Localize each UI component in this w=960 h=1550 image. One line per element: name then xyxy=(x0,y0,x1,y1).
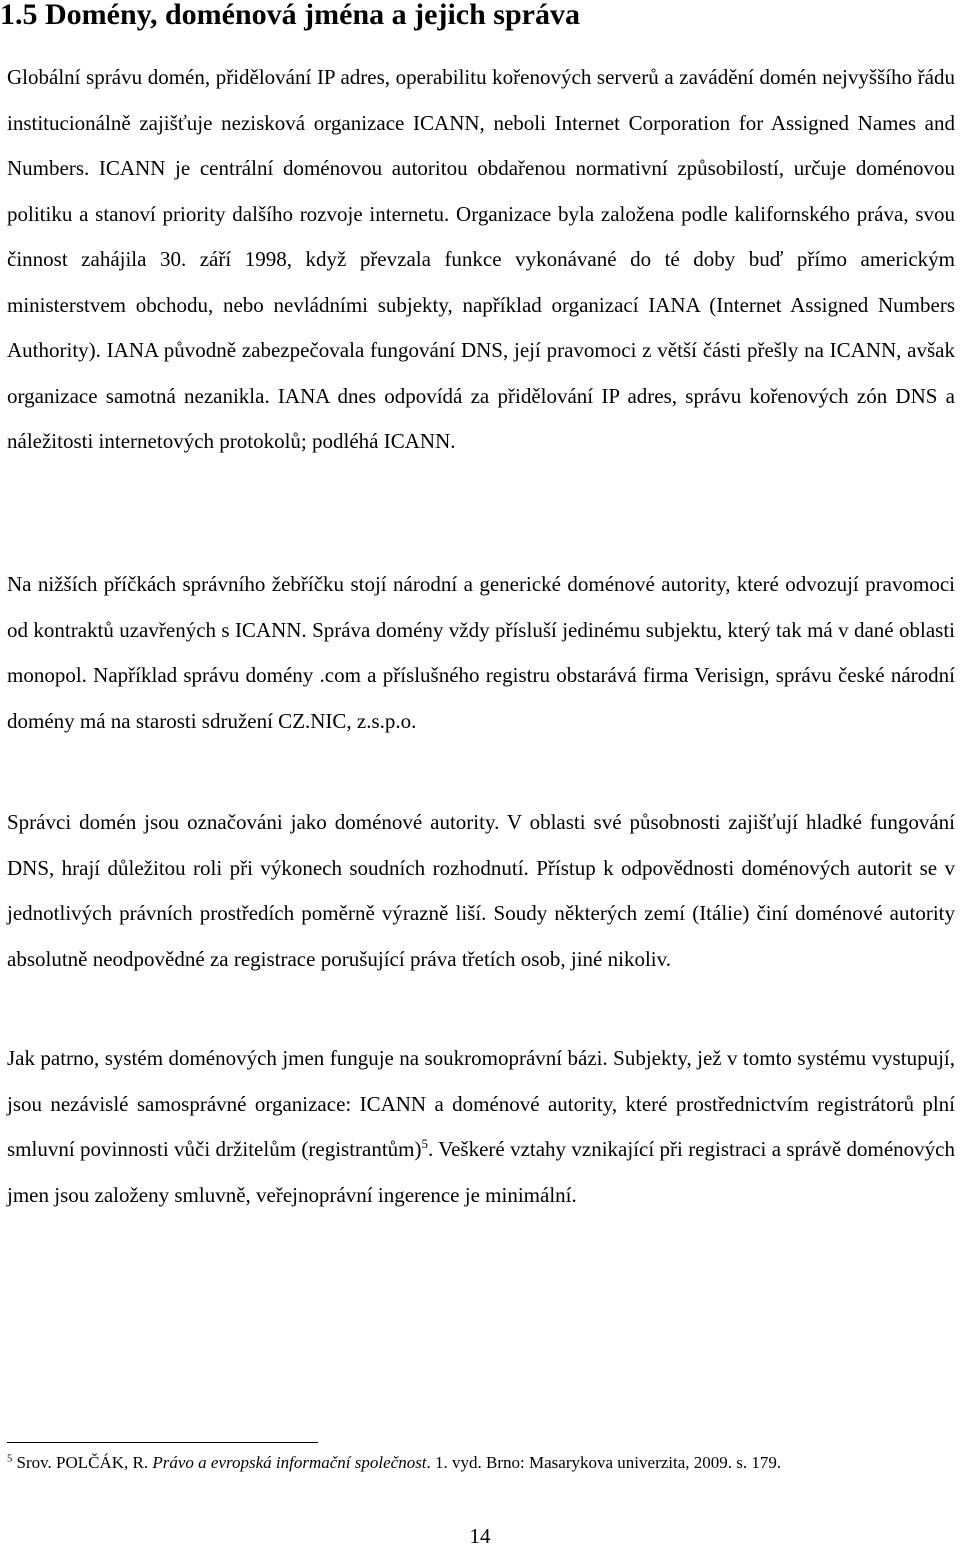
section-heading: 1.5 Domény, doménová jména a jejich správa xyxy=(0,0,580,31)
paragraph-domain-administrators: Správci domén jsou označováni jako doménové autority. V oblasti své působnosti zajišťují hladké fungování DNS, hrají důležitou roli při výkonech soudních rozhodnutí. Přístup k odpovědnosti doménových autorit se v jednotlivých právních prostředích poměrně výrazně liší. Soudy některých zemí (Itálie) činí doménové autority absolutně neodpovědné za registrace porušující práva třetích osob, jiné nikoliv. xyxy=(7,810,955,971)
footnote-text: . 1. vyd. Brno: Masarykova univerzita, 2009. s. 179. xyxy=(426,1453,782,1472)
paragraph-domain-authorities: Na nižších příčkách správního žebříčku stojí národní a generické doménové autority, které odvozují pravomoci od kontraktů uzavřených s ICANN. Správa domény vždy přísluší jedinému subjektu, který tak má v dané oblasti monopol. Například správu domény .com a příslušného registru obstarává firma Verisign, správu české národní domény má na starosti sdružení CZ.NIC, z.s.p.o. xyxy=(7,572,955,733)
paragraph-icann: Globální správu domén, přidělování IP adres, operabilitu kořenových serverů a zavádění domén nejvyššího řádu institucionálně zajišťuje nezisková organizace ICANN, neboli Internet Corporation for Assigned Names and Numbers. ICANN je centrální doménovou autoritou obdařenou normativní způsobilostí, určuje doménovou politiku a stanoví priority dalšího rozvoje internetu. Organizace byla založena podle kalifornského práva, svou činnost zahájila 30. září 1998, když převzala funkce vykonávané do té doby buď přímo americkým ministerstvem obchodu, nebo nevládními subjekty, například organizací IANA (Internet Assigned Numbers Authority). IANA původně zabezpečovala fungování DNS, její pravomoci z větší části přešly na ICANN, avšak organizace samotná nezanikla. IANA dnes odpovídá za přidělování IP adres, správu kořenových zón DNS a náležitosti internetových protokolů; podléhá ICANN. xyxy=(7,65,955,453)
footnote-reference: 5 xyxy=(421,1136,429,1151)
footnote-separator xyxy=(7,1442,318,1443)
footnote-title: Právo a evropská informační společnost xyxy=(152,1453,427,1472)
footnote-number: 5 xyxy=(7,1453,13,1465)
footnote xyxy=(7,1451,955,1474)
paragraph-private-law-basis xyxy=(7,1036,955,1218)
paragraph-text: Jak patrno, systém doménových jmen funguje na soukromoprávní bázi. Subjekty, jež v tomto systému vystupují, jsou nezávislé samosprávné organizace: ICANN a doménové autority, které prostřednictvím registrátorů plní smluvní povinnosti vůči držitelům (registrantům) xyxy=(7,1046,955,1161)
paragraph-text: . Veškeré vztahy vznikající při registraci a správě doménových jmen jsou založeny smluvně, veřejnoprávní ingerence je minimální. xyxy=(7,1137,956,1207)
page-number: 14 xyxy=(469,1524,491,1548)
footnote-text: Srov. POLČÁK, R. xyxy=(12,1453,153,1472)
